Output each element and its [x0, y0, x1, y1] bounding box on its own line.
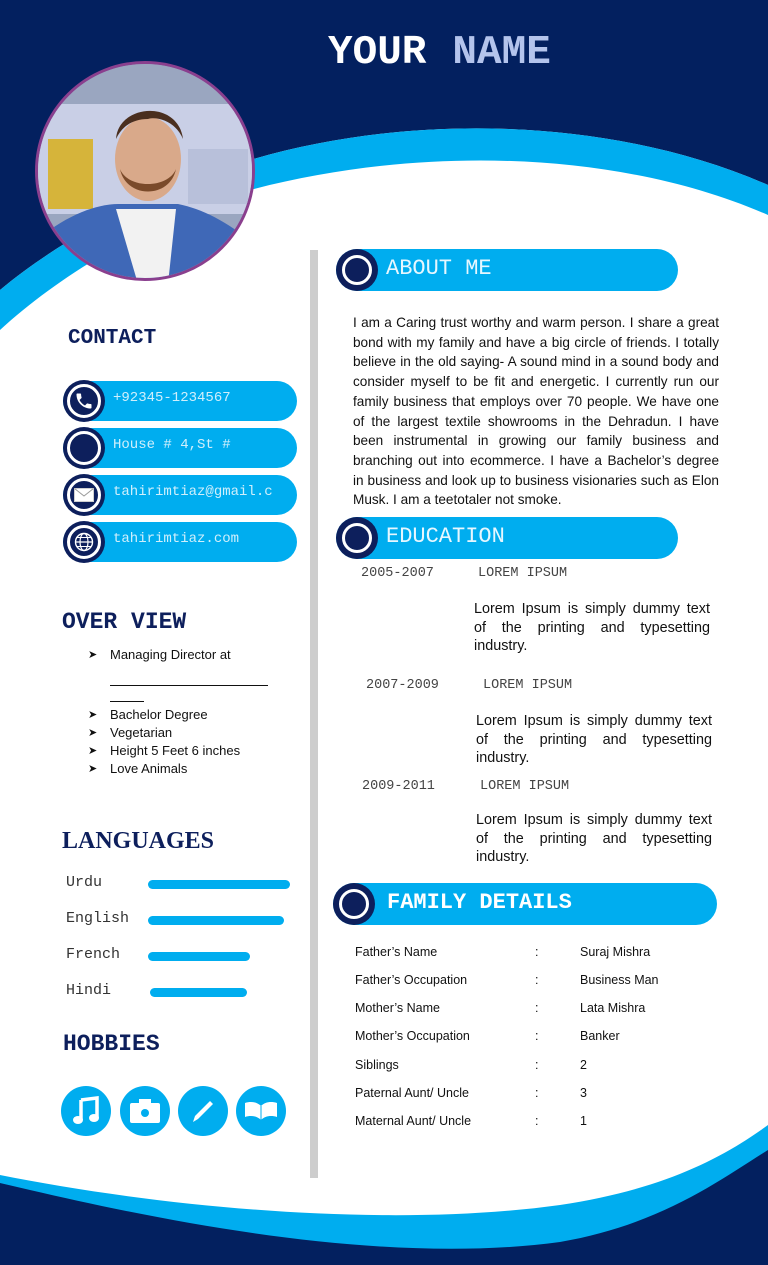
- profile-photo: [35, 61, 255, 281]
- book-icon: [243, 1099, 279, 1123]
- arrow-bullet-icon: ➤: [88, 763, 98, 775]
- about-me-header: [336, 249, 678, 291]
- overview-item: ➤ Vegetarian: [88, 725, 173, 740]
- education-years: 2009-2011: [362, 779, 435, 794]
- camera-icon: [129, 1098, 161, 1124]
- language-level-bar: [148, 880, 290, 889]
- family-separator: :: [535, 1001, 539, 1015]
- language-name: English: [66, 910, 130, 927]
- family-key: Father’s Occupation: [355, 973, 468, 987]
- location-icon: [67, 431, 101, 465]
- resume-title: [328, 30, 551, 76]
- education-description: Lorem Ipsum is simply dummy text of the printing and typesetting industry.: [476, 713, 712, 766]
- family-value: Business Man: [580, 973, 659, 987]
- hobbies-heading: HOBBIES: [63, 1031, 160, 1057]
- education-heading: EDUCATION: [386, 524, 505, 549]
- family-row: [355, 945, 715, 965]
- language-row: [66, 910, 296, 930]
- education-title: LOREM IPSUM: [478, 566, 568, 581]
- family-value: 1: [580, 1114, 587, 1128]
- person-photo-icon: [38, 64, 255, 281]
- education-title: LOREM IPSUM: [480, 779, 570, 794]
- about-me-text: I am a Caring trust worthy and warm person. I share a great bond with my family and have a big circle of friends. I totally believe in the old saying- A sound mind in a sound body and consider myself to be fit and energetic. I currently run our family business that employs over 70 people. We have one of the largest textile showrooms in the Dehradun. I have been instrumental in growing our family business and branching out into ecommerce. I have a Bachelor’s degree in business and look up to business visionaries such as Elon Musk. I am a teetotaler not smoke.: [353, 315, 719, 508]
- column-divider: [310, 250, 318, 1178]
- family-separator: :: [535, 1029, 539, 1043]
- family-key: Mother’s Name: [355, 1001, 440, 1015]
- blank-line: [110, 686, 144, 702]
- family-row: [355, 1001, 715, 1021]
- overview-heading: OVER VIEW: [62, 609, 187, 635]
- arrow-bullet-icon: ➤: [88, 745, 98, 757]
- contact-website[interactable]: [63, 522, 297, 562]
- family-key: Mother’s Occupation: [355, 1029, 470, 1043]
- family-row: [355, 1058, 715, 1078]
- family-value: Banker: [580, 1029, 620, 1043]
- education-title: LOREM IPSUM: [483, 678, 573, 693]
- family-row: [355, 973, 715, 993]
- overview-item: ➤ Managing Director at: [88, 646, 288, 702]
- contact-phone[interactable]: [63, 381, 297, 421]
- circle-bullet-icon: [336, 517, 378, 559]
- phone-icon: [74, 391, 94, 411]
- education-years: 2005-2007: [361, 566, 434, 581]
- language-row: [66, 982, 296, 1002]
- family-value: 2: [580, 1058, 587, 1072]
- name-first: YOUR: [328, 30, 427, 76]
- language-name: Urdu: [66, 874, 103, 891]
- music-note-icon: [72, 1096, 100, 1126]
- blank-line: [110, 664, 268, 686]
- pencil-icon: [189, 1097, 217, 1125]
- globe-icon: [74, 532, 94, 552]
- contact-address-text: House # 4,St #: [113, 437, 231, 453]
- family-separator: :: [535, 1114, 539, 1128]
- overview-item: ➤ Love Animals: [88, 761, 188, 776]
- education-description: Lorem Ipsum is simply dummy text of the printing and typesetting industry.: [476, 812, 712, 865]
- about-me-heading: ABOUT ME: [386, 256, 492, 281]
- family-separator: :: [535, 1086, 539, 1100]
- name-last: NAME: [452, 30, 551, 76]
- family-key: Siblings: [355, 1058, 399, 1072]
- contact-address[interactable]: [63, 428, 297, 468]
- hobby-reading: [236, 1086, 286, 1136]
- family-separator: :: [535, 945, 539, 959]
- family-key: Maternal Aunt/ Uncle: [355, 1114, 472, 1128]
- language-row: [66, 874, 296, 894]
- hobby-writing: [178, 1086, 228, 1136]
- overview-item: ➤ Height 5 Feet 6 inches: [88, 743, 241, 758]
- circle-bullet-icon: [336, 249, 378, 291]
- contact-email-text: tahirimtiaz@gmail.c: [113, 484, 273, 500]
- family-value: Suraj Mishra: [580, 945, 651, 959]
- language-level-bar: [148, 916, 284, 925]
- family-key: Paternal Aunt/ Uncle: [355, 1086, 469, 1100]
- arrow-bullet-icon: ➤: [88, 727, 98, 739]
- language-level-bar: [150, 988, 247, 997]
- contact-email[interactable]: [63, 475, 297, 515]
- overview-list: [88, 646, 288, 778]
- overview-item: ➤ Bachelor Degree: [88, 707, 208, 722]
- family-row: [355, 1114, 715, 1134]
- family-separator: :: [535, 973, 539, 987]
- family-details-header: [333, 883, 717, 925]
- family-details-heading: FAMILY DETAILS: [387, 890, 572, 915]
- contact-phone-text: +92345-1234567: [113, 390, 231, 406]
- family-value: Lata Mishra: [580, 1001, 646, 1015]
- contact-heading: CONTACT: [68, 327, 157, 350]
- hobby-music: [61, 1086, 111, 1136]
- family-row: [355, 1086, 715, 1106]
- education-description: Lorem Ipsum is simply dummy text of the printing and typesetting industry.: [474, 601, 710, 654]
- language-row: [66, 946, 296, 966]
- education-header: [336, 517, 678, 559]
- education-years: 2007-2009: [366, 678, 439, 693]
- language-name: Hindi: [66, 982, 112, 999]
- family-row: [355, 1029, 715, 1049]
- family-value: 3: [580, 1086, 587, 1100]
- language-name: French: [66, 946, 121, 963]
- language-level-bar: [148, 952, 250, 961]
- arrow-bullet-icon: ➤: [88, 709, 98, 721]
- languages-heading: LANGUAGES: [62, 828, 215, 854]
- hobby-photography: [120, 1086, 170, 1136]
- arrow-bullet-icon: ➤: [88, 649, 98, 661]
- email-icon: [74, 488, 94, 502]
- circle-bullet-icon: [333, 883, 375, 925]
- family-key: Father’s Name: [355, 945, 438, 959]
- family-separator: :: [535, 1058, 539, 1072]
- contact-website-text: tahirimtiaz.com: [113, 531, 240, 547]
